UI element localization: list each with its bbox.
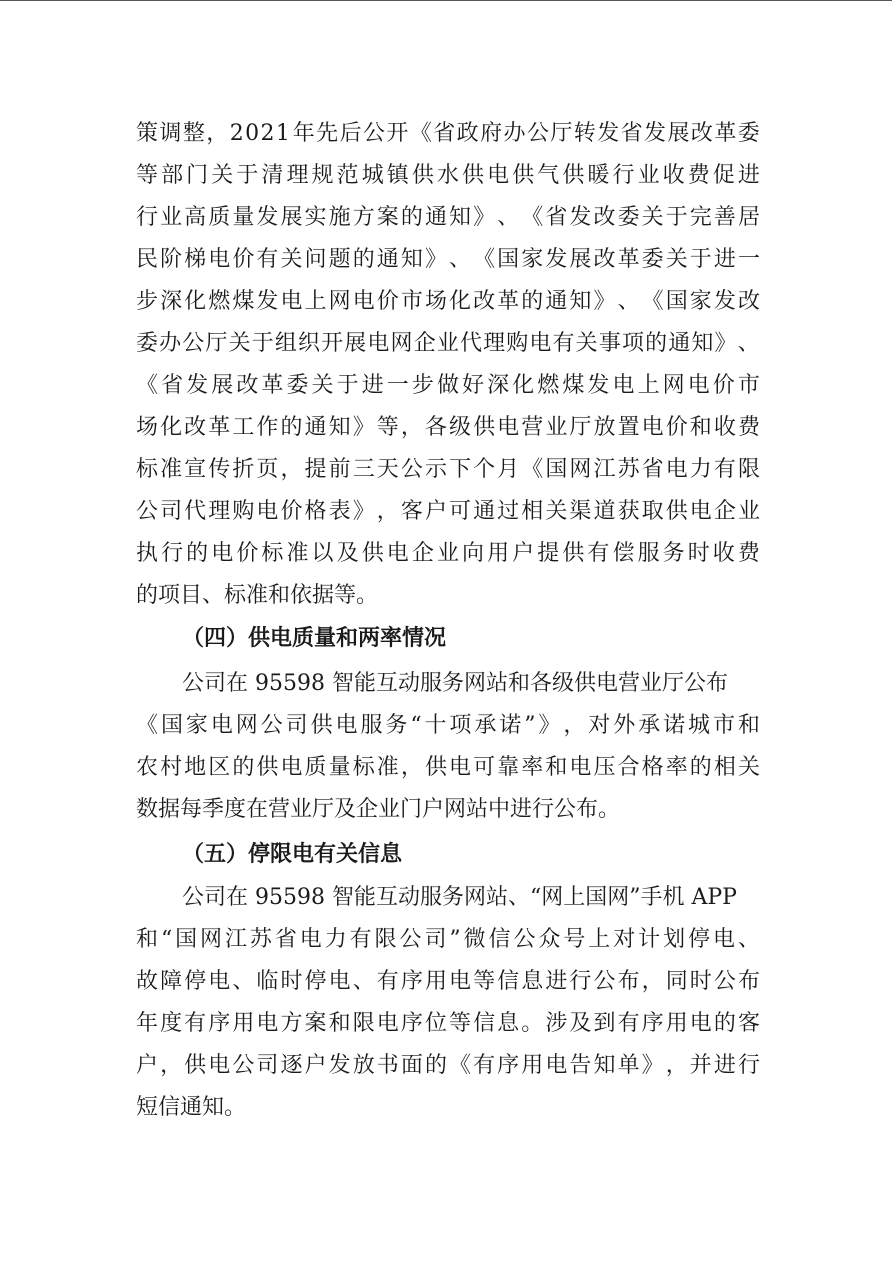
paragraph-line: 故 障 停 电 、 临 时 停 电 、 有 序 用 电 等 信 息 进 行 公 布 ， 同 时 公 布 xyxy=(136,969,760,994)
paragraph-line: 数据每季度在营业厅及企业门户网站中进行公布。 xyxy=(136,797,621,822)
paragraph-line: 短信通知。 xyxy=(136,1095,247,1120)
paragraph-line: 等 部 门 关 于 清 理 规 范 城 镇 供 水 供 电 供 气 供 暖 行 业 收 费 促 进 xyxy=(136,163,760,188)
paragraph-line: 农 村 地 区 的 供 电 质 量 标 准 ， 供 电 可 靠 率 和 电 压 合 格 率 的 相 关 xyxy=(136,755,760,780)
paragraph-line: 场 化 改 革 工 作 的 通 知 》 等 ， 各 级 供 电 营 业 厅 放 置 电 价 和 收 费 xyxy=(136,415,760,440)
paragraph-line: 《 国 家 电 网 公 司 供 电 服 务 “ 十 项 承 诺 ” 》 ， 对 外 承 诺 城 市 和 xyxy=(136,713,760,738)
paragraph-line: 策 调 整 ， 2 0 2 1 年 先 后 公 开 《 省 政 府 办 公 厅 转 发 省 发 展 改 革 委 xyxy=(136,121,760,146)
paragraph-line: 的项目、标准和依据等。 xyxy=(136,583,379,608)
paragraph-line: 《 省 发 展 改 革 委 关 于 进 一 步 做 好 深 化 燃 煤 发 电 上 网 电 价 市 xyxy=(136,373,760,398)
section-heading-5: （五）停限电有关信息 xyxy=(182,841,403,867)
paragraph-line: 年 度 有 序 用 电 方 案 和 限 电 序 位 等 信 息 。 涉 及 到 有 序 用 电 的 客 xyxy=(136,1011,760,1036)
paragraph-line: 公 司 代 理 购 电 价 格 表 》 ， 客 户 可 通 过 相 关 渠 道 获 取 供 电 企 业 xyxy=(136,499,760,524)
paragraph-line: 标 准 宣 传 折 页 ， 提 前 三 天 公 示 下 个 月 《 国 网 江 苏 省 电 力 有 限 xyxy=(136,457,760,482)
paragraph-line: 执 行 的 电 价 标 准 以 及 供 电 企 业 向 用 户 提 供 有 偿 服 务 时 收 费 xyxy=(136,541,760,566)
section-heading-4: （四）供电质量和两率情况 xyxy=(182,625,447,651)
paragraph-line: 公司在 95598 智能互动服务网站和各级供电营业厅公布 xyxy=(182,671,728,696)
paragraph-line: 行 业 高 质 量 发 展 实 施 方 案 的 通 知 》 、 《 省 发 改 委 关 于 完 善 居 xyxy=(136,205,760,230)
paragraph-line: 步 深 化 燃 煤 发 电 上 网 电 价 市 场 化 改 革 的 通 知 》 、 《 国 家 发 改 xyxy=(136,289,760,314)
paragraph-line: 和 “ 国 网 江 苏 省 电 力 有 限 公 司 ” 微 信 公 众 号 上 对 计 划 停 电 、 xyxy=(136,927,760,952)
paragraph-line: 委 办 公 厅 关 于 组 织 开 展 电 网 企 业 代 理 购 电 有 关 事 项 的 通 知 》 、 xyxy=(136,331,760,356)
paragraph-line: 户 ， 供 电 公 司 逐 户 发 放 书 面 的 《 有 序 用 电 告 知 单 》 ， 并 进 行 xyxy=(136,1053,760,1078)
paragraph-line: 民 阶 梯 电 价 有 关 问 题 的 通 知 》 、 《 国 家 发 展 改 革 委 关 于 进 一 xyxy=(136,247,760,272)
paragraph-line: 公司在 95598 智能互动服务网站、“网上国网”手机 APP xyxy=(182,885,737,910)
